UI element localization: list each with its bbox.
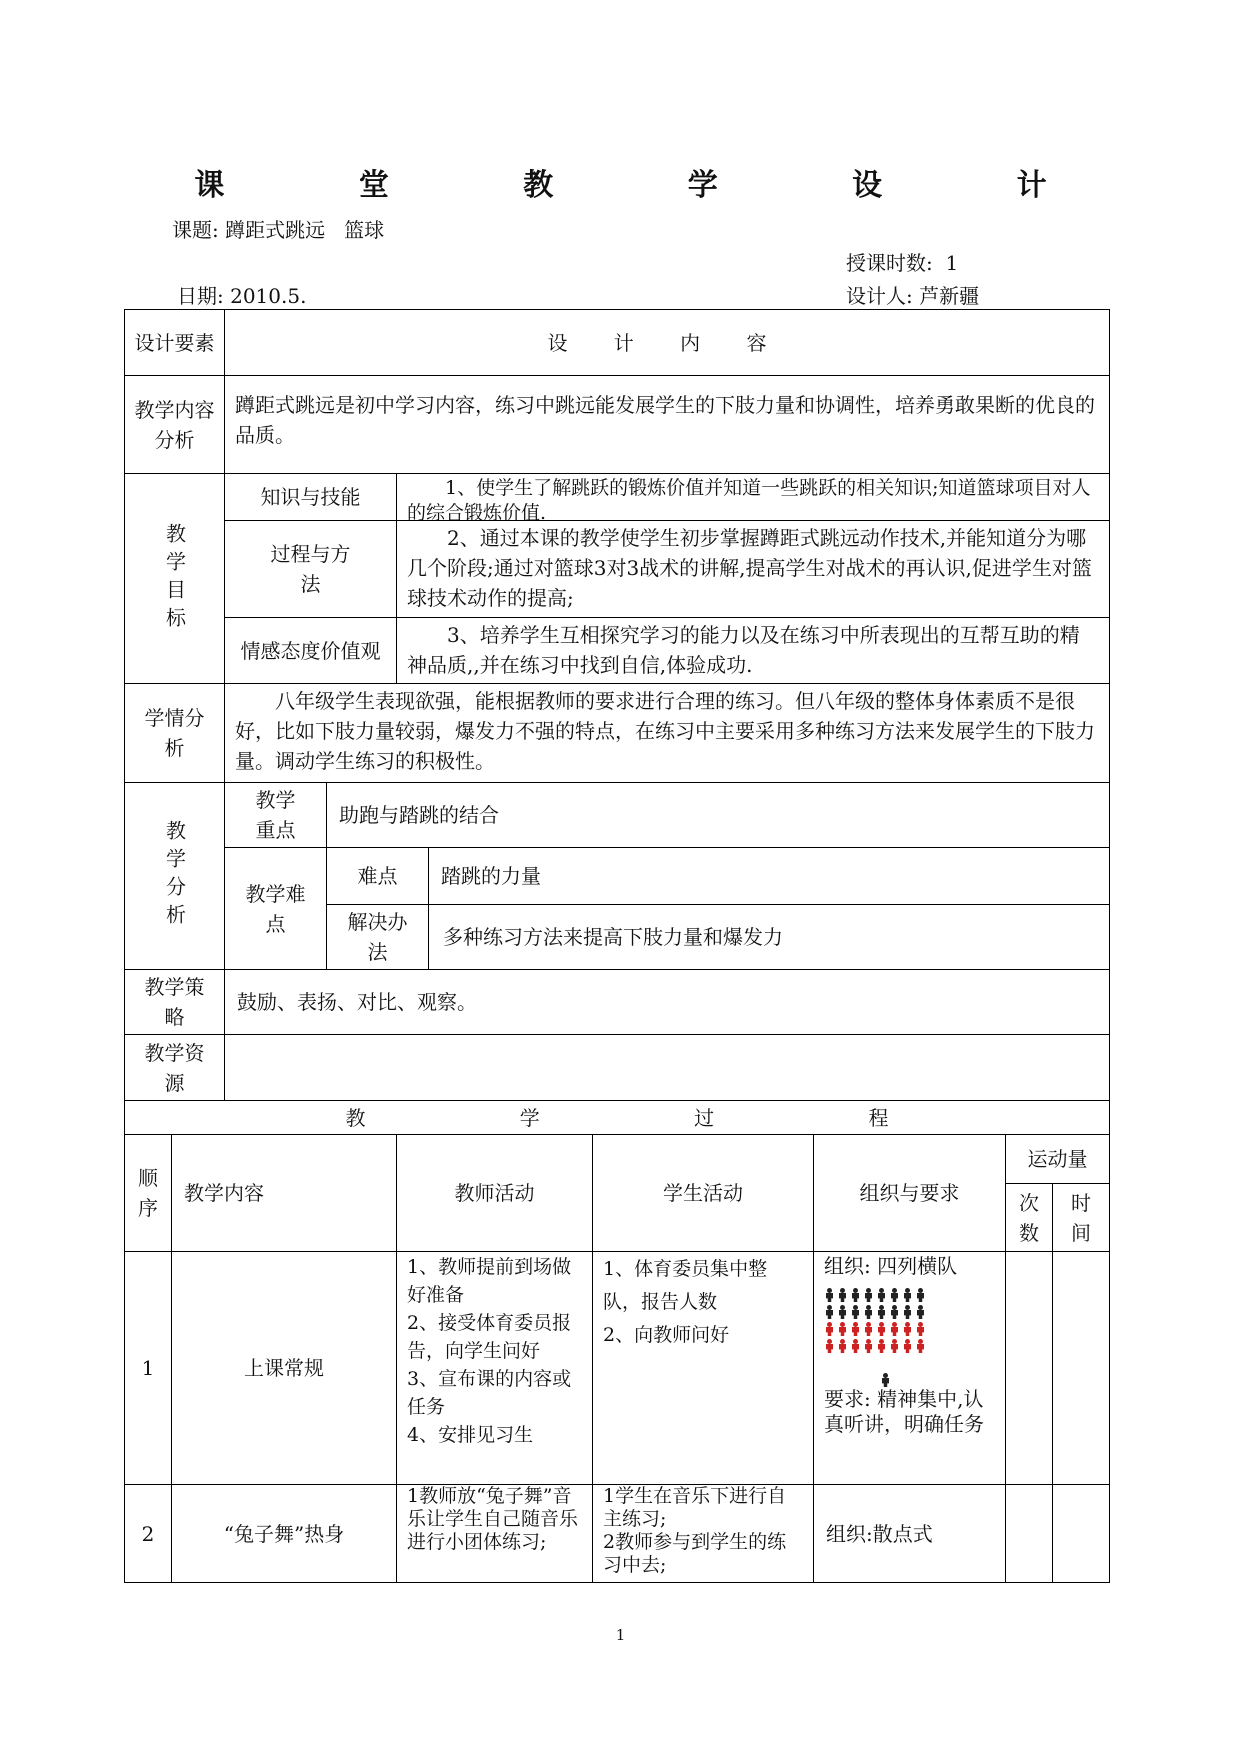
formation-diagram: [824, 1288, 995, 1356]
row1-org-requirement-text: 要求: 精神集中,认真听讲，明确任务: [824, 1387, 984, 1436]
student-icon: [837, 1288, 848, 1303]
difficulty-sub-label: 难点: [326, 847, 429, 905]
difficulty-text: 踏跳的力量: [428, 847, 1110, 905]
col-teacher: 教师活动: [396, 1134, 593, 1252]
row2-teacher: 1教师放“兔子舞”音乐让学生自己随音乐进行小团体练习;: [396, 1484, 593, 1583]
student-icon: [915, 1322, 926, 1337]
student-icon: [837, 1339, 848, 1354]
hours-line: 授课时数: 1: [846, 251, 959, 275]
student-icon: [863, 1322, 874, 1337]
goals-label: 教学目标: [124, 473, 225, 684]
key-label: 教学重点: [224, 782, 327, 848]
student-icon: [837, 1305, 848, 1320]
student-icon: [915, 1305, 926, 1320]
goal3-label: 情感态度价值观: [224, 617, 397, 684]
student-icon: [902, 1288, 913, 1303]
row1-time: [1052, 1251, 1110, 1485]
student-icon: [863, 1305, 874, 1320]
teacher-icon: [880, 1373, 891, 1388]
student-icon: [889, 1322, 900, 1337]
row1-org-formation-text: 组织: 四列横队: [824, 1254, 958, 1278]
student-icon: [863, 1339, 874, 1354]
student-icon: [876, 1322, 887, 1337]
row2-student: 1学生在音乐下进行自主练习; 2教师参与到学生的练习中去;: [592, 1484, 814, 1583]
page-title: 课 堂 教 学 设 计: [194, 168, 1109, 203]
formation-row: [824, 1305, 995, 1322]
row1-student: 1、体育委员集中整队，报告人数 2、向教师问好: [592, 1251, 814, 1485]
row2-order: 2: [124, 1484, 172, 1583]
strategy-text: 鼓励、表扬、对比、观察。: [224, 969, 1110, 1035]
goal2-label: 过程与方法: [224, 520, 397, 618]
students-text: 八年级学生表现欲强，能根据教师的要求进行合理的练习。但八年级的整体身体素质不是很好，比如下肢力量较弱，爆发力不强的特点，在练习中主要采用多种练习方法来发展学生的下肢力量。调动学生练习的积极性。: [224, 683, 1110, 783]
student-icon: [915, 1339, 926, 1354]
col-order: 顺序: [124, 1134, 172, 1252]
col-content: 教学内容: [171, 1134, 397, 1252]
student-icon: [824, 1322, 835, 1337]
row2-organization: 组织:散点式: [813, 1484, 1006, 1583]
designer-line: 设计人: 芦新疆: [846, 284, 980, 308]
student-icon: [837, 1322, 848, 1337]
row1-organization: [813, 1251, 1006, 1485]
formation-row: [824, 1339, 995, 1356]
content-label: 设 计 内 容: [224, 309, 1110, 376]
row1-content: 上课常规: [171, 1251, 397, 1485]
goal3-text: 3、培养学生互相探究学习的能力以及在练习中所表现出的互帮互助的精神品质,,并在练习中找到自信,体验成功.: [396, 617, 1110, 684]
row2-time: [1052, 1484, 1110, 1583]
row1-times: [1005, 1251, 1053, 1485]
student-icon: [876, 1339, 887, 1354]
col-organization: 组织与要求: [813, 1134, 1006, 1252]
page-number: 1: [615, 1626, 626, 1644]
goal1-text: 1、使学生了解跳跃的锻炼价值并知道一些跳跃的相关知识;知道篮球项目对人的综合锻炼价值.: [396, 473, 1110, 521]
student-icon: [824, 1339, 835, 1354]
col-load: 运动量: [1005, 1134, 1110, 1184]
goal2-text: 2、通过本课的教学使学生初步掌握蹲距式跳远动作技术,并能知道分为哪几个阶段;通过对篮球3对3战术的讲解,提高学生对战术的再认识,促进学生对篮球技术动作的提高;: [396, 520, 1110, 618]
student-icon: [876, 1288, 887, 1303]
col-student: 学生活动: [592, 1134, 814, 1252]
solution-text: 多种练习方法来提高下肢力量和爆发力: [428, 904, 1110, 970]
difficulty-label: 教学难点: [224, 847, 327, 970]
student-icon: [915, 1288, 926, 1303]
strategy-label: 教学策略: [124, 969, 225, 1035]
topic-line: 课题: 蹲距式跳远 篮球: [172, 218, 385, 242]
student-icon: [889, 1305, 900, 1320]
formation-row: [824, 1322, 995, 1339]
row1-order: 1: [124, 1251, 172, 1485]
process-title: 教 学 过 程: [124, 1100, 1110, 1135]
teaching-analysis-label: 教学分析: [124, 782, 225, 970]
student-icon: [850, 1288, 861, 1303]
resource-label: 教学资源: [124, 1034, 225, 1101]
student-icon: [902, 1322, 913, 1337]
student-icon: [824, 1288, 835, 1303]
col-time: 时间: [1052, 1183, 1110, 1252]
student-icon: [850, 1339, 861, 1354]
formation-row: [824, 1288, 995, 1305]
student-icon: [889, 1288, 900, 1303]
analysis-text: 蹲距式跳远是初中学习内容，练习中跳远能发展学生的下肢力量和协调性，培养勇敢果断的优良的品质。: [224, 375, 1110, 474]
solution-label: 解决办法: [326, 904, 429, 970]
student-icon: [850, 1305, 861, 1320]
resource-text: [224, 1034, 1110, 1101]
goal1-label: 知识与技能: [224, 473, 397, 521]
analysis-label: 教学内容分析: [124, 375, 225, 474]
student-icon: [850, 1322, 861, 1337]
row2-times: [1005, 1484, 1053, 1583]
key-text: 助跑与踏跳的结合: [326, 782, 1110, 848]
student-icon: [902, 1339, 913, 1354]
row1-teacher: 1、教师提前到场做好准备 2、接受体育委员报告，向学生问好 3、宣布课的内容或任务 4、安排见习生: [396, 1251, 593, 1485]
student-icon: [876, 1305, 887, 1320]
student-icon: [863, 1288, 874, 1303]
student-icon: [824, 1305, 835, 1320]
col-times: 次数: [1005, 1183, 1053, 1252]
elements-label: 设计要素: [124, 309, 225, 376]
student-icon: [902, 1305, 913, 1320]
date-line: 日期: 2010.5.: [177, 284, 307, 308]
students-label: 学情分析: [124, 683, 225, 783]
row2-content: “兔子舞”热身: [171, 1484, 397, 1583]
student-icon: [889, 1339, 900, 1354]
teacher-figure: [880, 1366, 995, 1383]
